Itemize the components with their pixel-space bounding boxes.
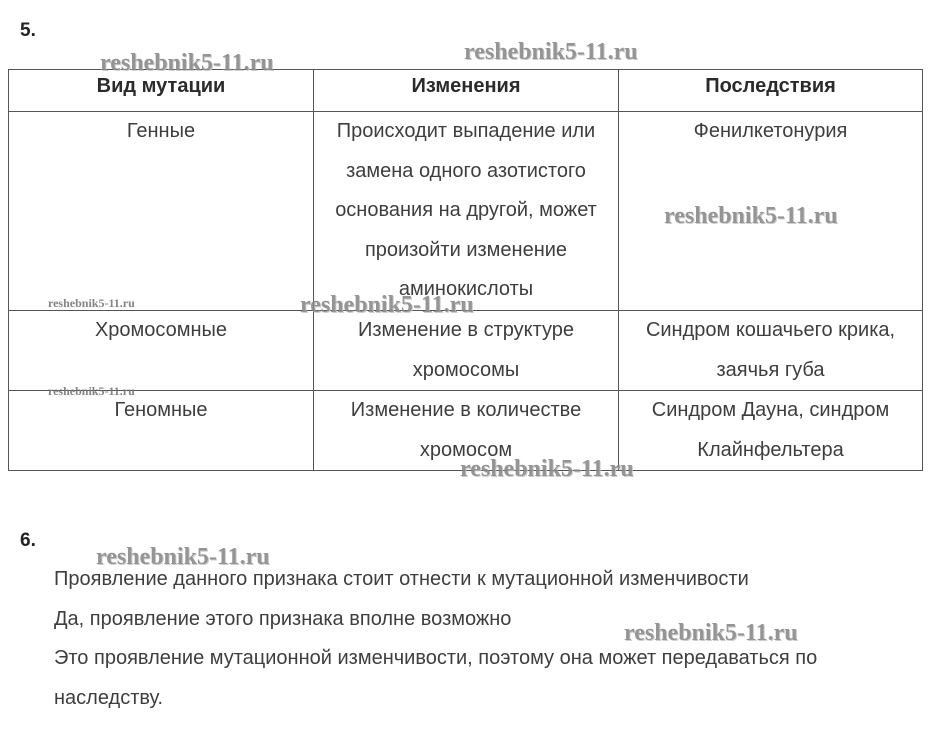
cell-changes: Изменение в количестве хромосом xyxy=(314,391,619,471)
table-row xyxy=(9,311,923,391)
cell-consequences: Синдром Дауна, синдром Клайнфельтера xyxy=(619,391,923,471)
header-mutation-type: Вид мутации xyxy=(9,70,314,112)
cell-consequences: Фенилкетонурия xyxy=(619,112,923,311)
task-6-answers xyxy=(54,560,924,718)
watermark: reshebnik5-11.ru xyxy=(300,292,474,318)
table-row xyxy=(9,112,923,311)
watermark: reshebnik5-11.ru xyxy=(464,39,638,65)
answer-line: Это проявление мутационной изменчивости, поэтому она может передаваться по наследству. xyxy=(54,647,818,709)
task-6-number: 6. xyxy=(20,530,36,551)
cell-changes: Изменение в структуре хромосомы xyxy=(314,311,619,391)
watermark: reshebnik5-11.ru xyxy=(100,50,274,76)
cell-mutation-type: Геномные xyxy=(9,391,314,471)
answer-line: Да, проявление этого признака вполне возможно xyxy=(54,607,512,630)
watermark: reshebnik5-11.ru xyxy=(664,203,838,229)
table-header-row xyxy=(9,70,923,112)
task-5-number: 5. xyxy=(20,20,36,41)
mutations-table xyxy=(8,69,923,471)
watermark: reshebnik5-11.ru xyxy=(48,296,135,310)
watermark: reshebnik5-11.ru xyxy=(624,620,798,646)
cell-changes: Происходит выпадение или замена одного азотистого основания на другой, может произойти изменение аминокислоты xyxy=(314,112,619,311)
cell-mutation-type: Хромосомные xyxy=(9,311,314,391)
watermark: reshebnik5-11.ru xyxy=(96,544,270,570)
cell-mutation-type: Генные xyxy=(9,112,314,311)
watermark: reshebnik5-11.ru xyxy=(48,384,135,398)
header-changes: Изменения xyxy=(314,70,619,112)
watermark: reshebnik5-11.ru xyxy=(460,456,634,482)
table-row xyxy=(9,391,923,471)
cell-consequences: Синдром кошачьего крика, заячья губа xyxy=(619,311,923,391)
answer-line: Проявление данного признака стоит отнести к мутационной изменчивости xyxy=(54,568,749,590)
header-consequences: Последствия xyxy=(619,70,923,112)
